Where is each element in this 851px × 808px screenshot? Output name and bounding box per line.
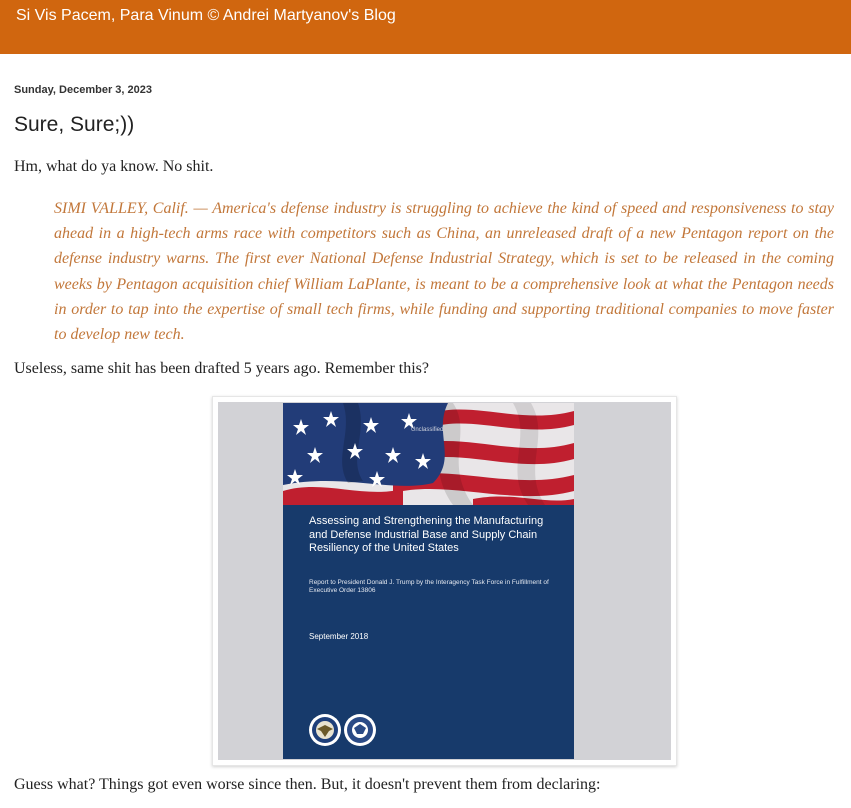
blog-header: [0, 0, 851, 54]
report-cover-image: [283, 403, 574, 759]
post-paragraph: Hm, what do ya know. No shit.: [14, 158, 214, 175]
post-title[interactable]: Sure, Sure;)): [14, 113, 135, 136]
report-subtitle: Report to President Donald J. Trump by the Interagency Task Force in Fulfillment of Executive Order 13806: [309, 579, 549, 594]
quoted-excerpt: SIMI VALLEY, Calif. — America's defense industry is struggling to achieve the kind of speed and responsiveness to stay ahead in a high-tech arms race with competitors such as China, an unreleased draft of a new Pentagon report on the defense industry warns. The first ever National Defense Industrial Strategy, which is set to be released in the coming weeks by Pentagon acquisition chief William LaPlante, is meant to be a comprehensive look at what the Pentagon needs in order to tap into the expertise of small tech firms, while funding and supporting traditional companies to move faster to develop new tech.: [54, 200, 834, 344]
report-classification: Unclassified: [411, 427, 444, 433]
report-title: Assessing and Strengthening the Manufacturing and Defense Industrial Base and Supply Chain Resiliency of the United States: [309, 515, 544, 554]
american-flag-icon: [283, 403, 574, 505]
report-date: September 2018: [309, 632, 369, 641]
blog-title-link[interactable]: Si Vis Pacem, Para Vinum © Andrei Martyanov's Blog: [16, 7, 396, 24]
post-paragraph: Guess what? Things got even worse since then. But, it doesn't prevent them from declaring:: [14, 776, 601, 793]
commerce-department-seal-icon: [343, 713, 377, 747]
post-paragraph: Useless, same shit has been drafted 5 years ago. Remember this?: [14, 360, 429, 377]
post-date: Sunday, December 3, 2023: [14, 84, 152, 96]
department-of-defense-seal-icon: [308, 713, 342, 747]
